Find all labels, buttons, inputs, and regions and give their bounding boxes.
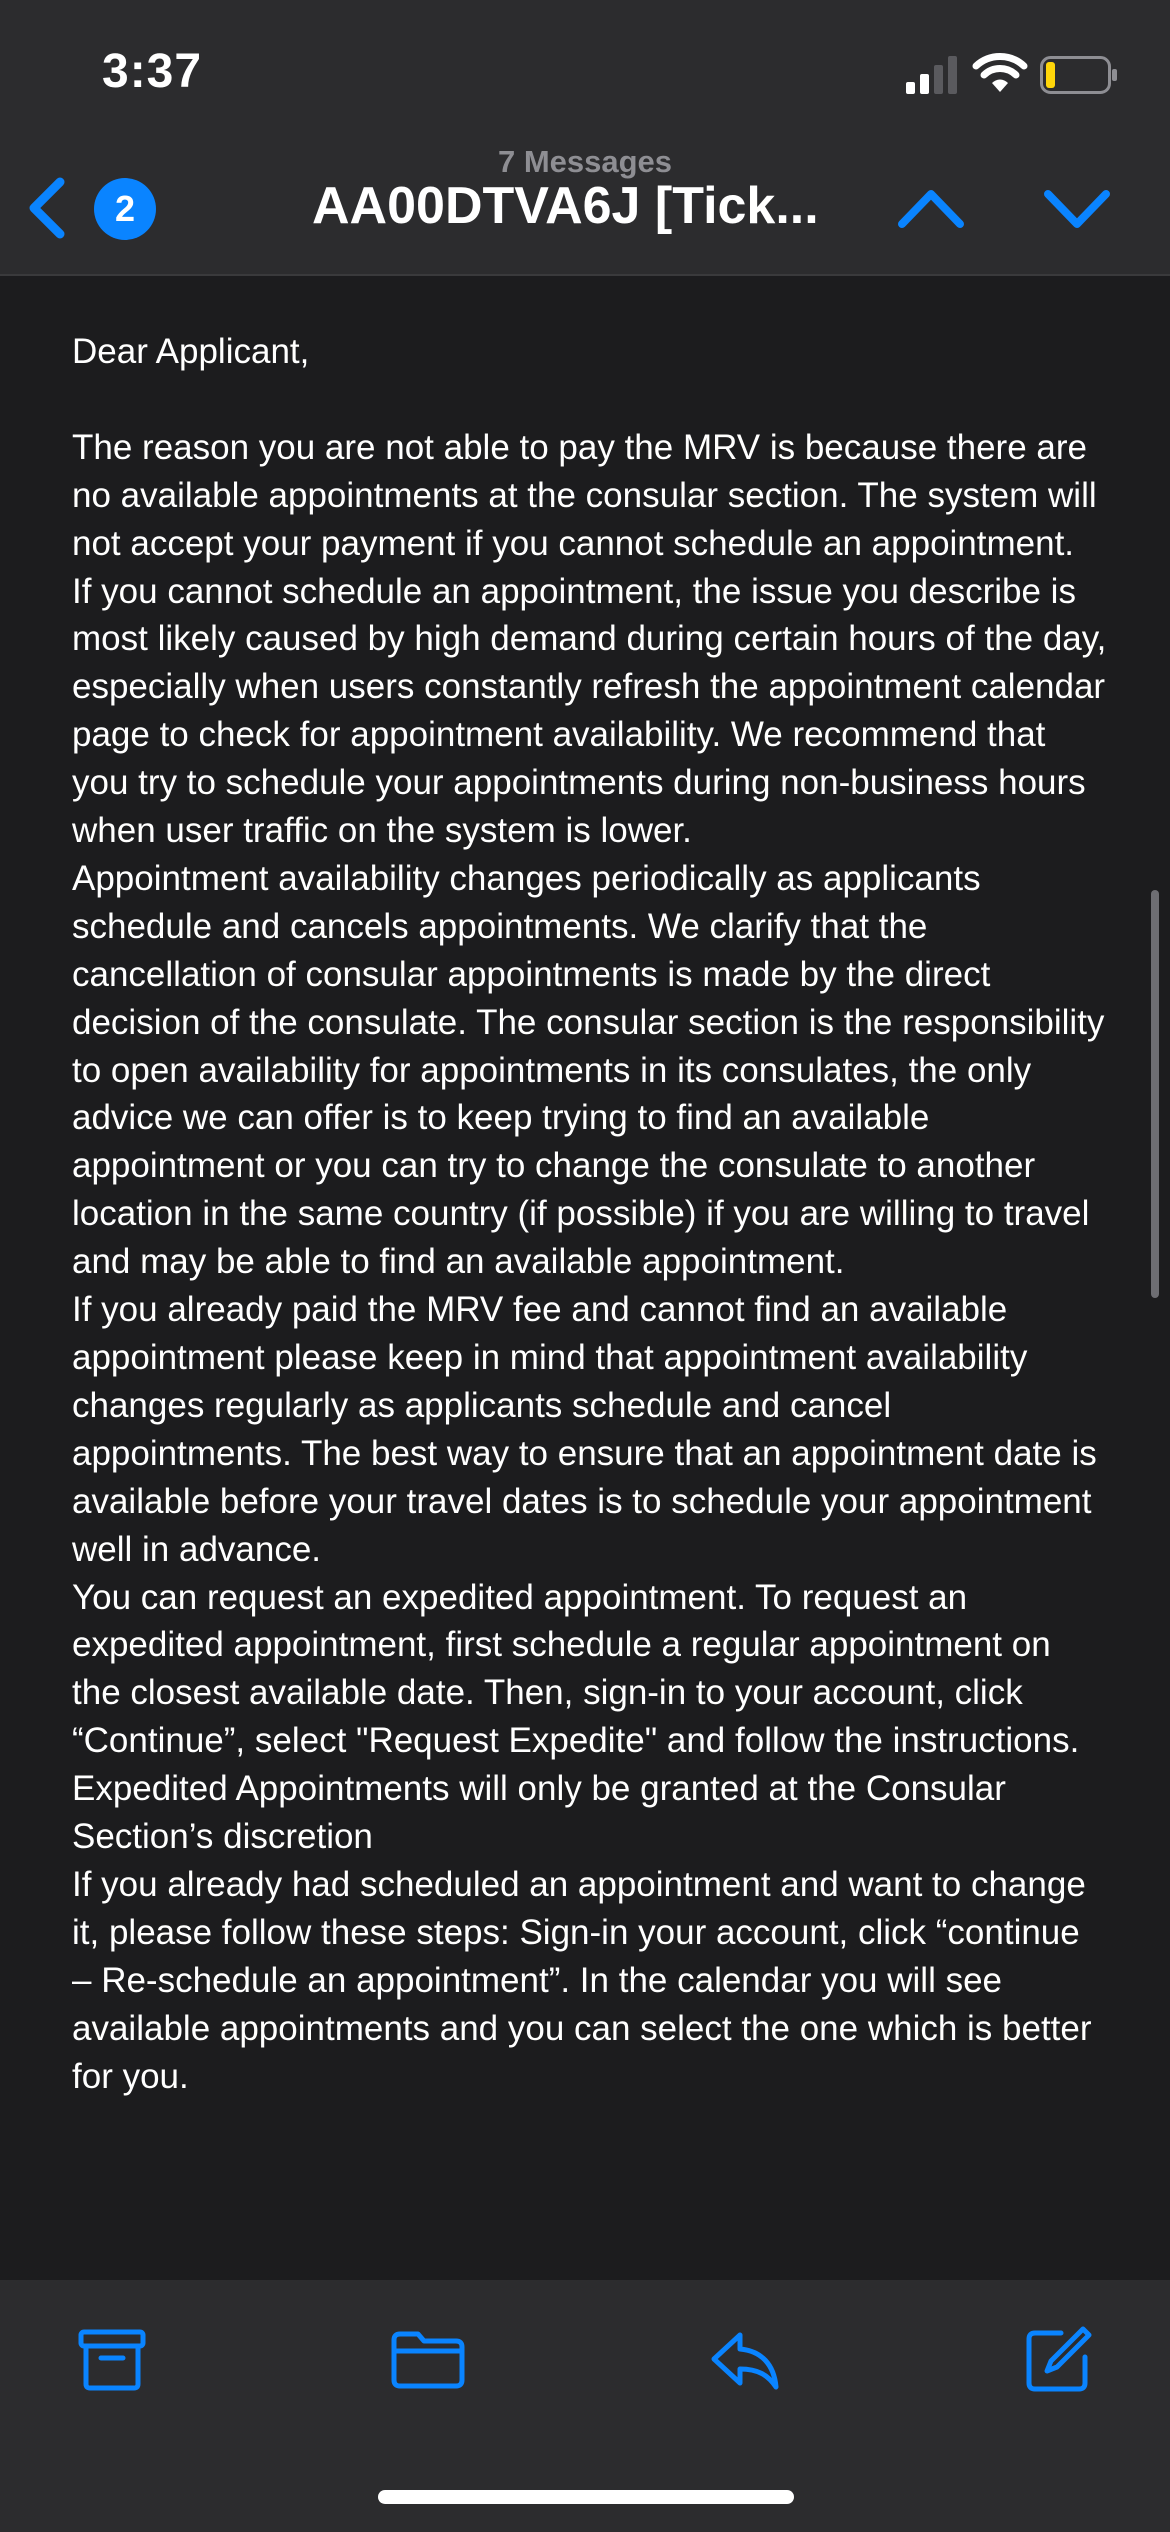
move-to-folder-button[interactable] (388, 2320, 468, 2400)
cellular-signal-icon (906, 56, 958, 94)
message-count-label: 7 Messages (497, 144, 673, 179)
thread-subject-title: AA00DTVA6J [Tick... (312, 177, 819, 235)
message-body[interactable] (0, 276, 1170, 2274)
reply-icon (708, 2329, 780, 2391)
compose-button[interactable] (1018, 2320, 1098, 2400)
home-indicator[interactable] (378, 2490, 794, 2504)
compose-icon (1023, 2325, 1093, 2395)
unread-count-badge[interactable]: 2 (94, 178, 156, 240)
greeting: Dear Applicant, (72, 332, 310, 371)
archive-icon (77, 2328, 147, 2392)
paragraph: Appointment availability changes periodically as applicants schedule and cancels appointments. We clarify that the cancellation of consular appointments is made by the direct decision of the consulate. The consular section is the responsibility to open availability for appointments in its consulates, the only advice we can offer is to keep trying to find an available appointment or you can try to change the consulate to another location in the same country (if possible) if you are willing to travel and may be able to find an available appointment. (72, 858, 1105, 1282)
message-text (72, 328, 1108, 2101)
scrollbar[interactable] (1151, 890, 1159, 1298)
folder-icon (390, 2330, 466, 2390)
status-bar (0, 0, 1170, 140)
reply-button[interactable] (704, 2320, 784, 2400)
archive-button[interactable] (72, 2320, 152, 2400)
previous-message-icon[interactable] (896, 184, 966, 232)
navigation-bar (0, 140, 1170, 276)
wifi-icon (972, 52, 1028, 94)
next-message-icon[interactable] (1042, 184, 1112, 232)
back-chevron-icon[interactable] (24, 176, 68, 240)
paragraph: If you cannot schedule an appointment, the issue you describe is most likely caused by high demand during certain hours of the day, especially when users constantly refresh the appointment calendar page to check for appointment availability. We recommend that you try to schedule your appointments during non-business hours when user traffic on the system is lower. (72, 571, 1107, 851)
battery-icon (1040, 56, 1118, 94)
status-time: 3:37 (102, 45, 203, 98)
paragraph: If you already had scheduled an appointment and want to change it, please follow these steps: Sign-in your account, click “continue – Re-schedule an appointment”. In the calendar you will see available appointments and you can select the one which is better for you. (72, 1864, 1092, 2096)
paragraph: The reason you are not able to pay the MRV is because there are no available appointments at the consular section. The system will not accept your payment if you cannot schedule an appointment. (72, 427, 1097, 563)
paragraph: You can request an expedited appointment. To request an expedited appointment, first schedule a regular appointment on the closest available date. Then, sign-in to your account, click “Continue”, select "Request Expedite" and follow the instructions. Expedited Appointments will only be granted at the Consular Section’s discretion (72, 1577, 1080, 1857)
paragraph: If you already paid the MRV fee and cannot find an available appointment please keep in mind that appointment availability changes regularly as applicants schedule and cancel appointments. The best way to ensure that an appointment date is available before your travel dates is to schedule your appointment well in advance. (72, 1290, 1097, 1569)
